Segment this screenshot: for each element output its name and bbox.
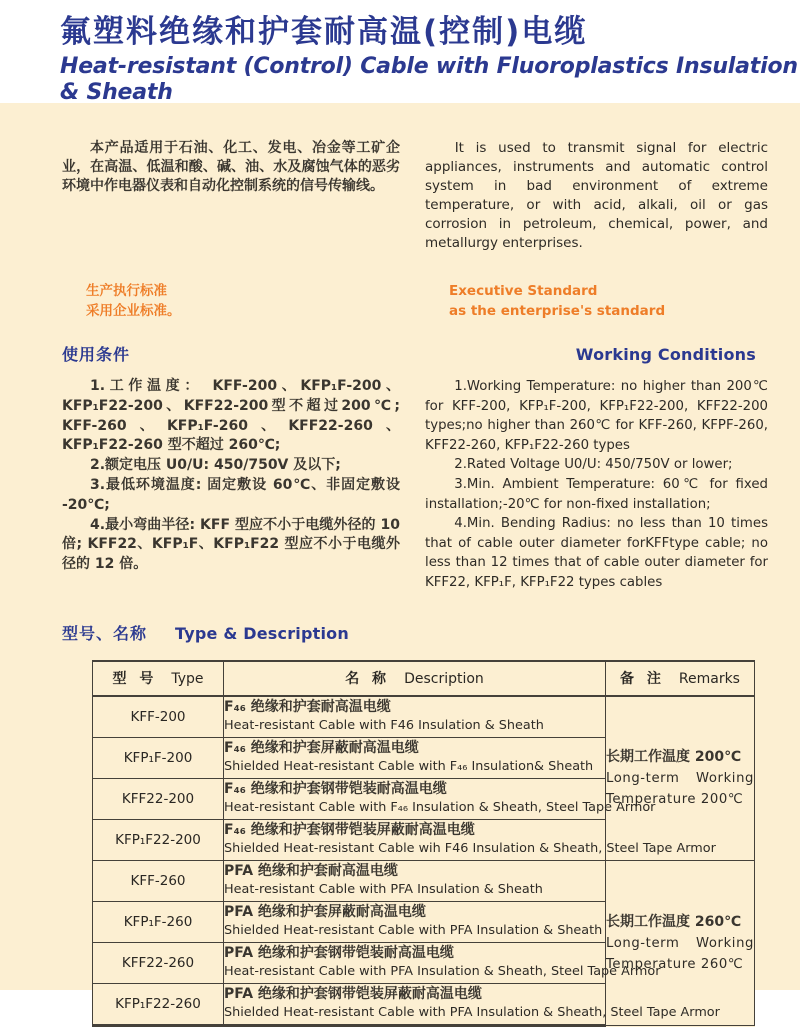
cell-type: KFF-200 [93, 696, 224, 738]
conditions-list-cn [62, 377, 400, 593]
standard-note-en-line1: Executive Standard [449, 283, 598, 299]
cell-description: PFA 绝缘和护套钢带铠装耐高温电缆 Heat-resistant Cable with PFA Insulation & Sheath, Steel Tape Armor [224, 942, 606, 983]
cell-type: KFF-260 [93, 860, 224, 901]
type-section-heading [62, 621, 768, 644]
cell-description: F₄₆ 绝缘和护套钢带铠装屏蔽耐高温电缆 Shielded Heat-resistant Cable wih F46 Insulation & Sheath, Steel Tape Armor [224, 819, 606, 860]
types-table [92, 660, 755, 1027]
cell-type: KFP₁F22-260 [93, 983, 224, 1025]
standard-note-cn-line1: 生产执行标准 [86, 283, 167, 299]
intro-paragraph-cn: 本产品适用于石油、化工、发电、冶金等工矿企业，在高温、低温和酸、碱、油、水及腐蚀气体的恶劣环境中作电器仪表和自动化控制系统的信号传输线。 [62, 140, 400, 194]
table-header-row [93, 661, 755, 696]
condition-item-cn: 1.工作温度： KFF-200、KFP₁F-200、KFP₁F22-200、KFF22-200型不超过200℃; KFF-260、KFP₁F-260、KFF22-260、KFP₁F22-260 型不超过 260℃; [62, 378, 400, 454]
type-section-heading-en: Type & Description [175, 623, 349, 643]
table-header-type: 型 号 Type [93, 661, 224, 696]
cell-type: KFF22-200 [93, 778, 224, 819]
type-section-heading-cn: 型号、名称 [62, 623, 148, 643]
intro-paragraph-en: It is used to transmit signal for electric appliances, instruments and automatic control system in bad environment of extreme temperature, or with acid, alkali, oil or gas corrosion in petroleum, chemical, power, and metallurgy enterprises. [425, 140, 768, 251]
condition-item-en: 4.Min. Bending Radius: no less than 10 times that of cable outer diameter forKFFtype cable; no less than 12 times that of cable outer diameter for KFF22, KFP₁F, KFP₁F22 types cables [425, 516, 768, 590]
standard-note-cn-line2: 采用企业标准。 [86, 302, 181, 319]
conditions-heading-en: Working Conditions [575, 345, 756, 364]
cell-description: F₄₆ 绝缘和护套钢带铠装耐高温电缆 Heat-resistant Cable with F₄₆ Insulation & Sheath, Steel Tape Armor [224, 778, 606, 819]
cell-description: PFA 绝缘和护套耐高温电缆 Heat-resistant Cable with PFA Insulation & Sheath [224, 860, 606, 901]
table-row [93, 696, 755, 738]
cell-type: KFP₁F-200 [93, 737, 224, 778]
conditions-list-en [425, 377, 768, 593]
standard-note-en [425, 283, 768, 322]
page-title-cn: 氟塑料绝缘和护套耐高温(控制)电缆 [60, 14, 588, 50]
standards-section [62, 283, 768, 322]
cell-type: KFF22-260 [93, 942, 224, 983]
condition-item-en: 1.Working Temperature: no higher than 200℃ for KFF-200, KFP₁F-200, KFP₁F22-200, KFF22-200 types;no higher than 260℃ for KFF-260, KFPF-260, KFF22-260, KFP₁F22-260 types [425, 379, 768, 453]
cell-type: KFP₁F22-200 [93, 819, 224, 860]
cell-description: PFA 绝缘和护套钢带铠装屏蔽耐高温电缆 Shielded Heat-resistant Cable with PFA Insulation & Sheath, Steel Tape Armor [224, 983, 606, 1025]
cell-type: KFP₁F-260 [93, 901, 224, 942]
condition-item-cn: 3.最低环境温度: 固定敷设 60℃、非固定敷设 -20℃; [62, 476, 400, 513]
intro-section [62, 139, 768, 253]
cell-description: F₄₆ 绝缘和护套屏蔽耐高温电缆 Shielded Heat-resistant Cable with F₄₆ Insulation& Sheath [224, 737, 606, 778]
table-header-remarks: 备 注 Remarks [606, 661, 755, 696]
cell-remarks-260: 长期工作温度 260℃ Long-term Working Temperature 260℃ [606, 860, 755, 1025]
condition-item-en: 2.Rated Voltage U0/U: 450/750V or lower; [454, 457, 733, 473]
cell-description: PFA 绝缘和护套屏蔽耐高温电缆 Shielded Heat-resistant Cable with PFA Insulation & Sheath [224, 901, 606, 942]
cell-description: F₄₆ 绝缘和护套耐高温电缆 Heat-resistant Cable with F46 Insulation & Sheath [224, 696, 606, 738]
conditions-heading-cn: 使用条件 [62, 345, 131, 364]
table-header-description: 名 称 Description [224, 661, 606, 696]
condition-item-en: 3.Min. Ambient Temperature: 60℃ for fixed installation;-20℃ for non-fixed installation; [425, 476, 768, 512]
page-body [0, 103, 800, 1021]
page-title-en: Heat-resistant (Control) Cable with Fluoroplastics Insulation & Sheath [60, 54, 798, 105]
page-header [0, 0, 800, 103]
cell-remarks-200: 长期工作温度 200℃ Long-term Working Temperature 200℃ [606, 696, 755, 861]
conditions-headings [62, 342, 768, 365]
table-row [93, 860, 755, 901]
standard-note-en-line2: as the enterprise's standard [449, 302, 666, 319]
standard-note-cn [62, 283, 400, 322]
condition-item-cn: 2.额定电压 U0/U: 450/750V 及以下; [90, 457, 341, 474]
condition-item-cn: 4.最小弯曲半径: KFF 型应不小于电缆外径的 10 倍; KFF22、KFP₁F、KFP₁F22 型应不小于电缆外径的 12 倍。 [62, 516, 400, 573]
conditions-lists [62, 377, 768, 593]
